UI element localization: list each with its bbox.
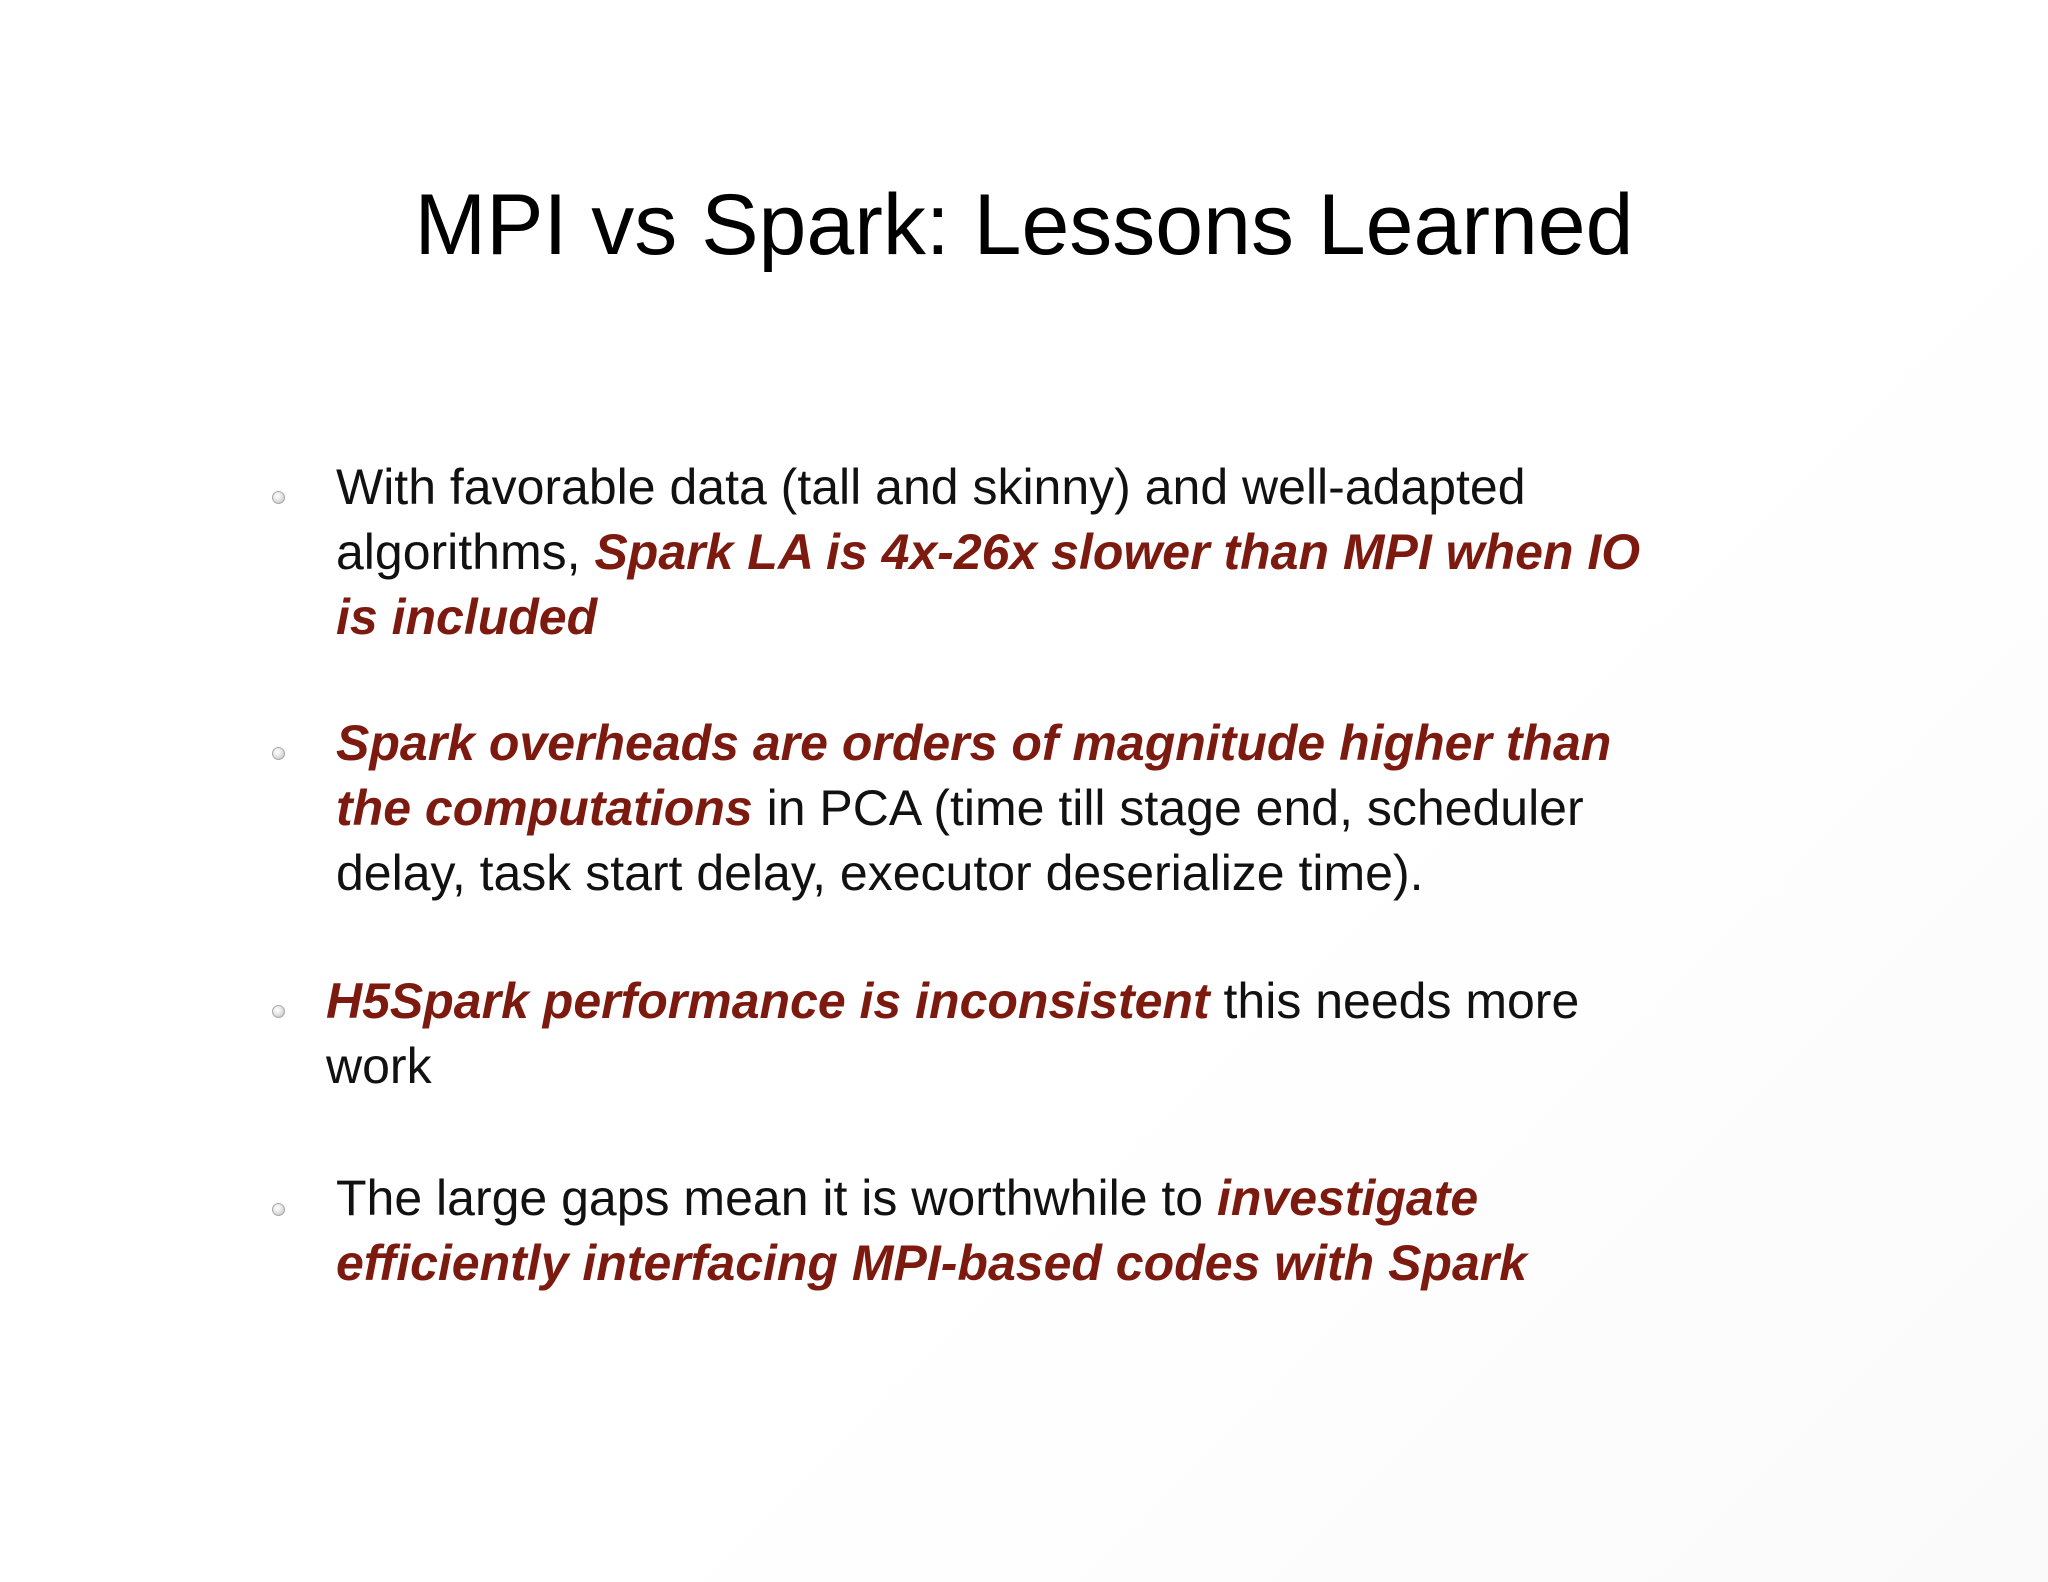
emphasis-run: H5Spark performance is inconsistent xyxy=(326,973,1210,1029)
bullet-text xyxy=(336,1166,1527,1296)
emphasis-run: investigate xyxy=(1216,1170,1479,1226)
bullet-dot-icon xyxy=(272,1203,285,1216)
text-run: delay, task start delay, executor deserialize time). xyxy=(336,845,1424,901)
text-run: this needs more xyxy=(1209,973,1580,1029)
bullet-line xyxy=(336,776,1611,841)
slide-title: MPI vs Spark: Lessons Learned xyxy=(414,177,1634,273)
emphasis-run: is included xyxy=(336,589,598,645)
bullet-dot-icon xyxy=(272,747,285,760)
bullet-line xyxy=(336,711,1611,776)
emphasis-run: efficiently interfacing MPI-based codes with Spark xyxy=(336,1235,1528,1291)
text-run: With favorable data (tall and skinny) and well-adapted xyxy=(336,459,1526,515)
emphasis-run: the computations xyxy=(336,780,753,836)
bullet-line xyxy=(336,520,1640,585)
emphasis-run: Spark LA is 4x-26x slower than MPI when IO xyxy=(594,524,1641,580)
text-run: algorithms, xyxy=(336,524,595,580)
bullet-line xyxy=(326,1034,1579,1099)
emphasis-run: Spark overheads are orders of magnitude higher than xyxy=(336,715,1612,771)
bullet-text xyxy=(326,969,1579,1099)
bullet-dot-icon xyxy=(272,1005,285,1018)
bullet-text xyxy=(336,455,1640,650)
bullet-line xyxy=(336,841,1611,906)
text-run: The large gaps mean it is worthwhile to xyxy=(336,1170,1217,1226)
bullet-line xyxy=(336,1166,1527,1231)
bullet-line xyxy=(336,585,1640,650)
bullet-line xyxy=(336,455,1640,520)
bullet-line xyxy=(336,1231,1527,1296)
bullet-text xyxy=(336,711,1611,906)
text-run: in PCA (time till stage end, scheduler xyxy=(752,780,1584,836)
bullet-dot-icon xyxy=(272,491,285,504)
text-run: work xyxy=(326,1038,432,1094)
bullet-line xyxy=(326,969,1579,1034)
